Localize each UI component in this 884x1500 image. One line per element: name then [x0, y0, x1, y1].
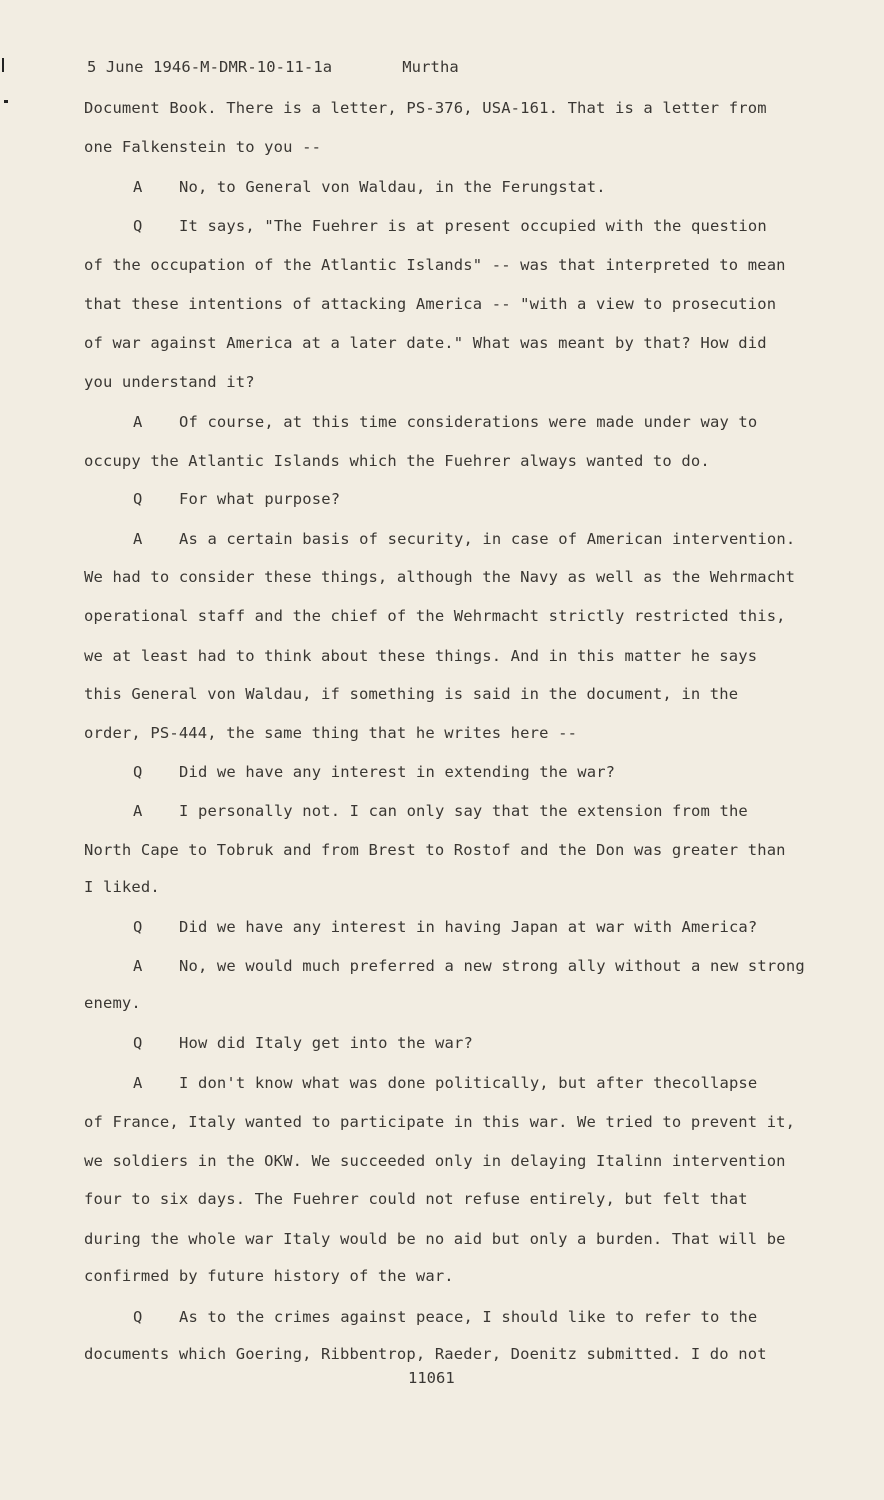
line-text: we soldiers in the OKW. We succeeded only in delaying Italinn intervention — [84, 1152, 786, 1170]
transcript-line — [84, 646, 757, 666]
speaker-label: Q — [133, 1308, 143, 1326]
speaker-label: A — [133, 413, 143, 431]
line-text: I personally not. I can only say that the extension from the — [179, 802, 748, 820]
transcript-line — [84, 372, 255, 392]
line-text: How did Italy get into the war? — [179, 1034, 473, 1052]
transcript-line — [84, 1112, 795, 1132]
transcript-line — [133, 216, 767, 236]
line-text: For what purpose? — [179, 490, 341, 508]
speaker-label: Q — [133, 1034, 143, 1052]
line-text: this General von Waldau, if something is said in the document, in the — [84, 685, 739, 703]
speaker-label: Q — [133, 490, 143, 508]
transcript-line — [84, 993, 141, 1013]
transcript-line — [84, 606, 786, 626]
speaker-label: Q — [133, 217, 143, 235]
transcript-line — [133, 1033, 473, 1053]
transcript-line — [84, 567, 795, 587]
line-text: operational staff and the chief of the Wehrmacht strictly restricted this, — [84, 607, 786, 625]
transcript-line — [133, 412, 757, 432]
line-text: As a certain basis of security, in case of American intervention. — [179, 530, 796, 548]
line-text: four to six days. The Fuehrer could not refuse entirely, but felt that — [84, 1190, 748, 1208]
speaker-label: A — [133, 957, 143, 975]
transcript-line — [84, 137, 321, 157]
witness-name: Murtha — [402, 58, 459, 76]
transcript-line — [84, 451, 710, 471]
line-text: No, to General von Waldau, in the Ferungstat. — [179, 178, 606, 196]
speaker-label: A — [133, 802, 143, 820]
line-text: We had to consider these things, although the Navy as well as the Wehrmacht — [84, 568, 796, 586]
line-text: of the occupation of the Atlantic Islands" -- was that interpreted to mean — [84, 256, 786, 274]
transcript-line — [84, 1229, 786, 1249]
line-text: we at least had to think about these things. And in this matter he says — [84, 647, 758, 665]
transcript-line — [84, 1344, 767, 1364]
line-text: I liked. — [84, 878, 160, 896]
transcript-line — [133, 529, 795, 549]
line-text: I don't know what was done politically, but after thecollapse — [179, 1074, 758, 1092]
transcript-line — [133, 1073, 757, 1093]
line-text: documents which Goering, Ribbentrop, Raeder, Doenitz submitted. I do not — [84, 1345, 767, 1363]
line-text: Of course, at this time considerations were made under way to — [179, 413, 758, 431]
transcript-line — [133, 917, 757, 937]
speaker-label: A — [133, 1074, 143, 1092]
line-text: As to the crimes against peace, I should like to refer to the — [179, 1308, 758, 1326]
line-text: It says, "The Fuehrer is at present occupied with the question — [179, 217, 767, 235]
line-text: confirmed by future history of the war. — [84, 1267, 454, 1285]
transcript-line — [84, 255, 786, 275]
transcript-line — [84, 723, 577, 743]
line-text: North Cape to Tobruk and from Brest to Rostof and the Don was greater than — [84, 841, 786, 859]
document-reference: 5 June 1946-M-DMR-10-11-1a — [87, 58, 333, 76]
transcript-line — [84, 294, 776, 314]
transcript-line — [133, 801, 748, 821]
line-text: of war against America at a later date." What was meant by that? How did — [84, 334, 767, 352]
line-text: Did we have any interest in extending the war? — [179, 763, 616, 781]
margin-mark — [4, 100, 8, 103]
transcript-line — [133, 177, 606, 197]
transcript-line — [84, 1266, 454, 1286]
transcript-line — [133, 1307, 757, 1327]
transcript-line — [84, 1189, 748, 1209]
transcript-line — [84, 877, 160, 897]
line-text: Did we have any interest in having Japan at war with America? — [179, 918, 758, 936]
line-text: one Falkenstein to you -- — [84, 138, 322, 156]
line-text: order, PS-444, the same thing that he writes here -- — [84, 724, 578, 742]
line-text: of France, Italy wanted to participate in this war. We tried to prevent it, — [84, 1113, 796, 1131]
transcript-line — [84, 684, 738, 704]
transcript-line — [133, 489, 340, 509]
transcript-line — [84, 840, 786, 860]
transcript-line — [133, 762, 615, 782]
speaker-label: A — [133, 178, 143, 196]
transcript-line — [84, 98, 767, 118]
line-text: during the whole war Italy would be no aid but only a burden. That will be — [84, 1230, 786, 1248]
line-text: occupy the Atlantic Islands which the Fuehrer always wanted to do. — [84, 452, 710, 470]
speaker-label: Q — [133, 918, 143, 936]
margin-mark — [2, 58, 4, 72]
line-text: you understand it? — [84, 373, 255, 391]
transcript-line — [84, 333, 767, 353]
speaker-label: Q — [133, 763, 143, 781]
line-text: enemy. — [84, 994, 141, 1012]
transcript-line — [84, 1151, 786, 1171]
line-text: Document Book. There is a letter, PS-376, USA-161. That is a letter from — [84, 99, 767, 117]
page-header — [87, 58, 459, 76]
line-text: No, we would much preferred a new strong ally without a new strong — [179, 957, 805, 975]
speaker-label: A — [133, 530, 143, 548]
line-text: that these intentions of attacking America -- "with a view to prosecution — [84, 295, 777, 313]
page-number: 11061 — [408, 1369, 455, 1387]
transcript-line — [133, 956, 805, 976]
